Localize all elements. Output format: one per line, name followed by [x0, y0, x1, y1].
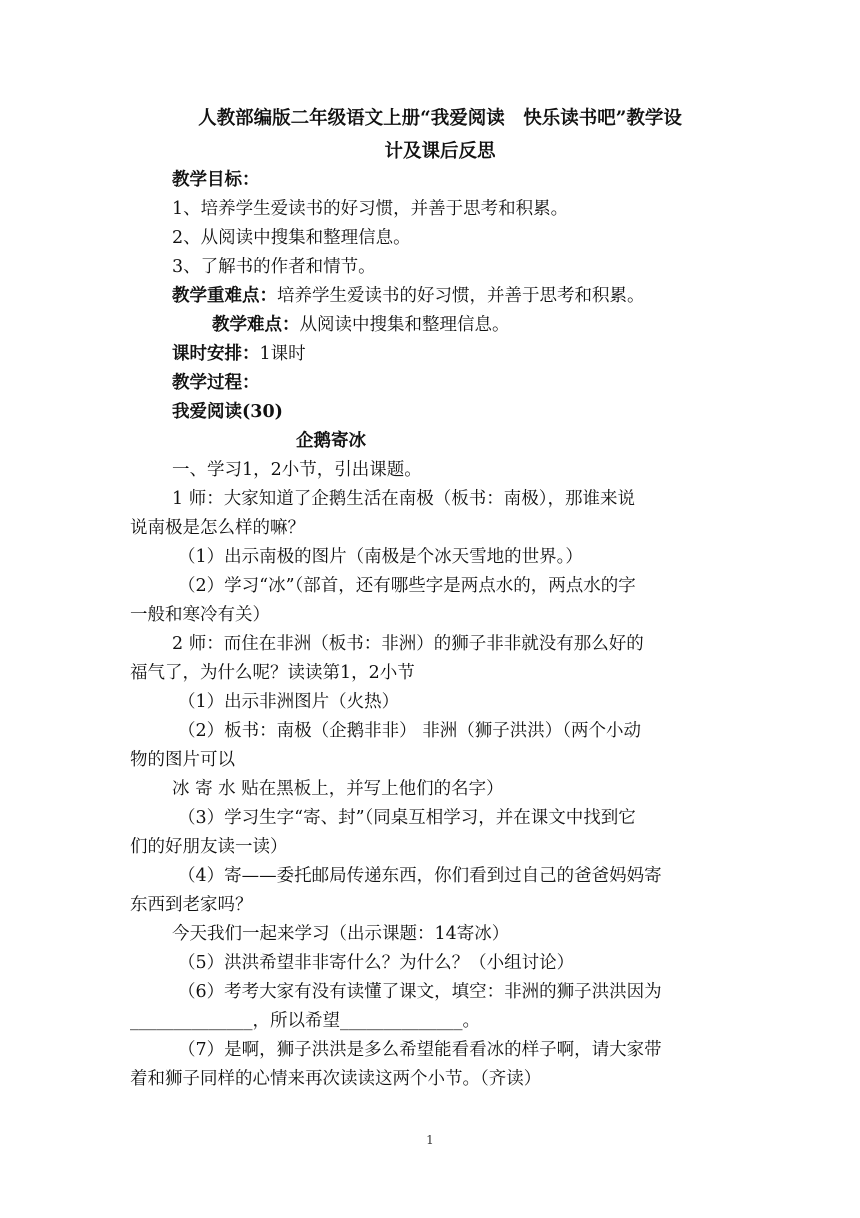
- goal-item: 2、从阅读中搜集和整理信息。: [172, 228, 411, 248]
- lesson-title: 企鹅寄冰: [296, 431, 366, 451]
- paragraph: 说南极是怎么样的嘛？: [130, 518, 305, 538]
- key-points-label: 教学重难点：: [172, 286, 277, 306]
- paragraph: 物的图片可以: [130, 750, 235, 770]
- schedule-text: 1课时: [259, 344, 306, 364]
- section-heading: 我爱阅读(30): [172, 402, 283, 422]
- key-points-text: 培养学生爱读书的好习惯，并善于思考和积累。: [277, 286, 645, 306]
- paragraph: 1 师：大家知道了企鹅生活在南极（板书：南极），那谁来说: [172, 489, 635, 509]
- paragraph: （4）寄——委托邮局传递东西，你们看到过自己的爸爸妈妈寄: [178, 866, 662, 886]
- paragraph: 一、学习1，2小节，引出课题。: [172, 460, 422, 480]
- goals-heading: 教学目标：: [172, 170, 260, 190]
- paragraph: 们的好朋友读一读）: [130, 837, 288, 857]
- paragraph: 一般和寒冷有关）: [130, 605, 270, 625]
- paragraph: （2）学习“冰”（部首，还有哪些字是两点水的，两点水的字: [178, 576, 636, 596]
- difficulty-label: 教学难点：: [212, 315, 300, 335]
- paragraph: 冰 寄 水 贴在黑板上，并写上他们的名字）: [172, 779, 504, 799]
- schedule-line: [172, 339, 782, 369]
- paragraph: （2）板书：南极（企鹅非非） 非洲（狮子洪洪）（两个小动: [178, 721, 641, 741]
- doc-title-line-1: 人教部编版二年级语文上册“我爱阅读 快乐读书吧”教学设: [198, 108, 682, 129]
- goal-item: 1、培养学生爱读书的好习惯，并善于思考和积累。: [172, 199, 569, 219]
- paragraph: 2 师：而住在非洲（板书：非洲）的狮子非非就没有那么好的: [172, 634, 644, 654]
- paragraph: 东西到老家吗？: [130, 895, 253, 915]
- difficulty-line: [212, 310, 822, 340]
- doc-title-line-2: 计及课后反思: [384, 141, 496, 162]
- paragraph: 今天我们一起来学习（出示课题：14寄冰）: [172, 924, 510, 944]
- goal-item: 3、了解书的作者和情节。: [172, 257, 376, 277]
- paragraph: ______________，所以希望______________。: [130, 1011, 480, 1031]
- paragraph: （7）是啊，狮子洪洪是多么希望能看看冰的样子啊，请大家带: [178, 1040, 662, 1060]
- process-heading: 教学过程：: [172, 373, 260, 393]
- page-number: 1: [426, 1133, 434, 1147]
- paragraph: （6）考考大家有没有读懂了课文，填空：非洲的狮子洪洪因为: [178, 982, 662, 1002]
- difficulty-text: 从阅读中搜集和整理信息。: [299, 315, 510, 335]
- paragraph: （1）出示非洲图片（火热）: [178, 692, 400, 712]
- paragraph: （5）洪洪希望非非寄什么？为什么？（小组讨论）: [178, 953, 575, 973]
- paragraph: 福气了，为什么呢？读读第1，2小节: [130, 663, 415, 683]
- key-points-line: [172, 281, 782, 311]
- paragraph: （1）出示南极的图片（南极是个冰天雪地的世界。）: [178, 547, 583, 567]
- paragraph: （3）学习生字“寄、封”（同桌互相学习，并在课文中找到它: [178, 808, 636, 828]
- schedule-label: 课时安排：: [172, 344, 260, 364]
- paragraph: 着和狮子同样的心情来再次读读这两个小节。（齐读）: [130, 1069, 542, 1089]
